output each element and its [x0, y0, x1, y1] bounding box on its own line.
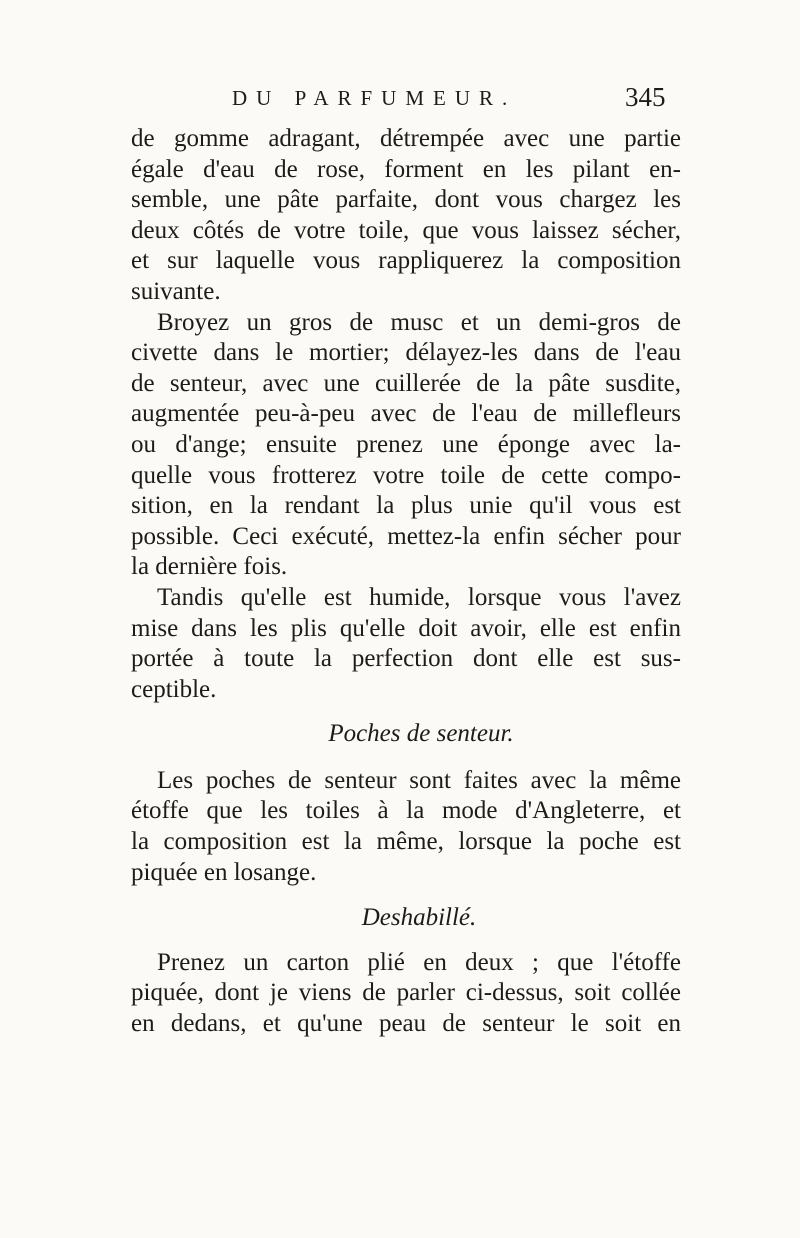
- text-line: sition, en la rendant la plus unie qu'il vous est: [131, 492, 681, 520]
- text-line: mise dans les plis qu'elle doit avoir, elle est enfin: [131, 614, 681, 642]
- text-line: Tandis qu'elle est humide, lorsque vous l'avez: [157, 583, 681, 611]
- text-line: étoffe que les toiles à la mode d'Angleterre, et: [131, 797, 681, 825]
- text-line: de senteur, avec une cuillerée de la pâte susdite,: [131, 369, 681, 397]
- text-line: Les poches de senteur sont faites avec la même: [157, 766, 681, 794]
- paragraph-4: [131, 766, 681, 888]
- text-line: égale d'eau de rose, forment en les pilant en-: [131, 155, 681, 183]
- body-text: [131, 124, 681, 1040]
- text-line: piquée en losange.: [131, 858, 317, 886]
- text-line: quelle vous frotterez votre toile de cette compo-: [131, 461, 681, 489]
- paragraph-5: [131, 948, 681, 1040]
- text-line: en dedans, et qu'une peau de senteur le soit en: [131, 1010, 681, 1038]
- paragraph-2: [131, 308, 681, 583]
- text-line: Broyez un gros de musc et un demi-gros de: [157, 308, 681, 336]
- text-line: ceptible.: [131, 675, 217, 703]
- text-line: semble, une pâte parfaite, dont vous chargez les: [131, 186, 681, 214]
- text-line: la composition est la même, lorsque la poche est: [131, 828, 681, 856]
- text-line: la dernière fois.: [131, 553, 288, 581]
- page-number: 345: [625, 82, 666, 112]
- text-line: ou d'ange; ensuite prenez une éponge avec la-: [131, 430, 681, 458]
- text-line: de gomme adragant, détrempée avec une partie: [131, 125, 681, 152]
- section-heading-deshabille: Deshabillé.: [361, 904, 477, 932]
- text-line: deux côtés de votre toile, que vous laissez sécher,: [131, 216, 681, 244]
- text-line: civette dans le mortier; délayez-les dans de l'eau: [131, 339, 681, 367]
- text-line: piquée, dont je viens de parler ci-dessus, soit collée: [131, 979, 681, 1007]
- text-line: portée à toute la perfection dont elle est sus-: [131, 645, 681, 673]
- paragraph-3: [131, 583, 681, 705]
- text-line: possible. Ceci exécuté, mettez-la enfin sécher pour: [131, 522, 681, 550]
- text-line: augmentée peu-à-peu avec de l'eau de millefleurs: [131, 400, 681, 428]
- text-line: suivante.: [131, 277, 221, 305]
- text-line: Prenez un carton plié en deux ; que l'étoffe: [157, 948, 681, 976]
- text-line: et sur laquelle vous rappliquerez la composition: [131, 247, 681, 275]
- paragraph-1: [131, 124, 681, 308]
- running-head: DU PARFUMEUR.: [232, 86, 517, 110]
- section-heading-poches: Poches de senteur.: [328, 720, 514, 748]
